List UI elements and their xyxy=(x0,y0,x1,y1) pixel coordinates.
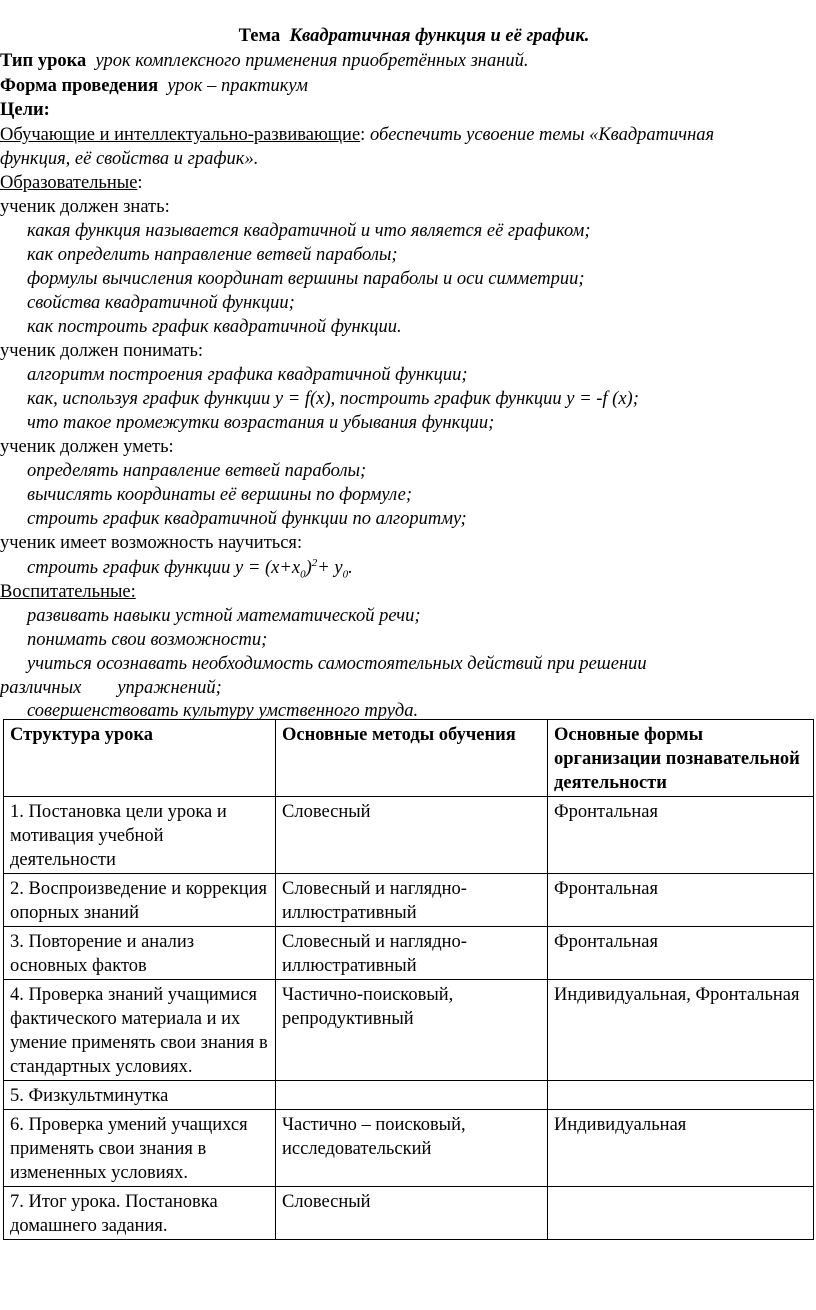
table-row xyxy=(4,1110,814,1187)
table-cell: 6. Проверка умений учащихся применять свои знания в измененных условиях. xyxy=(4,1110,276,1187)
know-item: как определить направление ветвей параболы; xyxy=(27,245,398,265)
table-cell: Индивидуальная, Фронтальная xyxy=(548,980,814,1081)
upbringing-item: учиться осознавать необходимость самостоятельных действий при решении xyxy=(27,654,647,674)
educational-label: Образовательные xyxy=(0,173,138,193)
know-label: ученик должен знать: xyxy=(0,197,170,217)
formula-superscript: 2 xyxy=(311,556,318,569)
table-cell: Частично-поисковый, репродуктивный xyxy=(276,980,548,1081)
topic-text: Квадратичная функция и её график. xyxy=(289,26,590,46)
table-cell: Словесный xyxy=(276,797,548,874)
table-cell: Словесный и наглядно-иллюстративный xyxy=(276,874,548,927)
table-row xyxy=(4,874,814,927)
formula-subscript: 0 xyxy=(300,568,306,581)
educational-colon: : xyxy=(137,173,143,193)
form-text: урок – практикум xyxy=(167,76,308,96)
table-row xyxy=(4,1187,814,1240)
goals-heading: Цели: xyxy=(0,100,50,120)
formula-part: строить график функции у = (х+х xyxy=(27,558,301,578)
table-cell: Частично – поисковый, исследовательский xyxy=(276,1110,548,1187)
know-item: какая функция называется квадратичной и что является её графиком; xyxy=(27,221,591,241)
table-cell: Индивидуальная xyxy=(548,1110,814,1187)
table-cell: 7. Итог урока. Постановка домашнего задания. xyxy=(4,1187,276,1240)
table-cell: 3. Повторение и анализ основных фактов xyxy=(4,927,276,980)
upbringing-cont-word: различных xyxy=(0,678,82,698)
upbringing-label: Воспитательные: xyxy=(0,582,136,602)
formula-subscript: 0 xyxy=(342,568,349,581)
table-cell: 1. Постановка цели урока и мотивация учебной деятельности xyxy=(4,797,276,874)
table-cell: Фронтальная xyxy=(548,927,814,980)
understand-item: как, используя график функции у = f(x), построить график функции у = -f (x); xyxy=(27,389,639,409)
upbringing-cont-word: упражнений; xyxy=(117,678,222,698)
table-cell xyxy=(548,1187,814,1240)
able-item: определять направление ветвей параболы; xyxy=(27,461,367,481)
opportunity-formula xyxy=(27,556,353,580)
table-header-cell: Основные формы организации познавательной деятельности xyxy=(548,720,814,797)
table-header-cell: Основные методы обучения xyxy=(276,720,548,797)
upbringing-item: развивать навыки устной математической речи; xyxy=(27,606,421,626)
table-row xyxy=(4,927,814,980)
lesson-form xyxy=(0,74,308,98)
understand-item: что такое промежутки возрастания и убывания функции; xyxy=(27,413,495,433)
upbringing-item: понимать свои возможности; xyxy=(27,630,268,650)
table-cell: Фронтальная xyxy=(548,874,814,927)
table-cell: Словесный и наглядно-иллюстративный xyxy=(276,927,548,980)
know-item: свойства квадратичной функции; xyxy=(27,293,295,313)
know-item: формулы вычисления координат вершины параболы и оси симметрии; xyxy=(27,269,585,289)
opportunity-label: ученик имеет возможность научиться: xyxy=(0,533,303,553)
lesson-type xyxy=(0,49,529,73)
educational-goals xyxy=(0,171,143,195)
teaching-goals xyxy=(0,123,714,147)
understand-label: ученик должен понимать: xyxy=(0,341,204,361)
type-label: Тип урока xyxy=(0,51,87,71)
table-header-row xyxy=(4,720,814,797)
table-cell xyxy=(276,1081,548,1110)
formula-part: . xyxy=(348,558,353,578)
know-item: как построить график квадратичной функции. xyxy=(27,317,402,337)
teaching-text-2: функция, её свойства и график». xyxy=(0,149,259,169)
table-row xyxy=(4,1081,814,1110)
table-cell: 4. Проверка знаний учащимися фактического материала и их умение применять свои знания в стандартных условиях. xyxy=(4,980,276,1081)
table-cell: Фронтальная xyxy=(548,797,814,874)
able-label: ученик должен уметь: xyxy=(0,437,174,457)
able-item: вычислять координаты её вершины по формуле; xyxy=(27,485,413,505)
table-row xyxy=(4,797,814,874)
understand-item: алгоритм построения графика квадратичной функции; xyxy=(27,365,468,385)
teaching-colon: : xyxy=(360,125,366,145)
form-label: Форма проведения xyxy=(0,76,159,96)
table-header-cell: Структура урока xyxy=(4,720,276,797)
lesson-topic xyxy=(0,24,816,48)
table-cell: 5. Физкультминутка xyxy=(4,1081,276,1110)
topic-label: Тема xyxy=(238,26,281,46)
lesson-structure-table xyxy=(3,719,814,1240)
formula-part: ) xyxy=(305,558,312,578)
upbringing-item: совершенствовать культуру умственного труда. xyxy=(27,701,419,721)
type-text: урок комплексного применения приобретённых знаний. xyxy=(95,51,529,71)
upbringing-item-continued xyxy=(0,676,222,700)
table-cell: Словесный xyxy=(276,1187,548,1240)
able-item: строить график квадратичной функции по алгоритму; xyxy=(27,509,467,529)
table-row xyxy=(4,980,814,1081)
formula-part: + у xyxy=(317,558,343,578)
teaching-text-1: обеспечить усвоение темы «Квадратичная xyxy=(369,125,715,145)
teaching-label: Обучающие и интеллектуально-развивающие xyxy=(0,125,361,145)
table-cell xyxy=(548,1081,814,1110)
table-cell: 2. Воспроизведение и коррекция опорных знаний xyxy=(4,874,276,927)
